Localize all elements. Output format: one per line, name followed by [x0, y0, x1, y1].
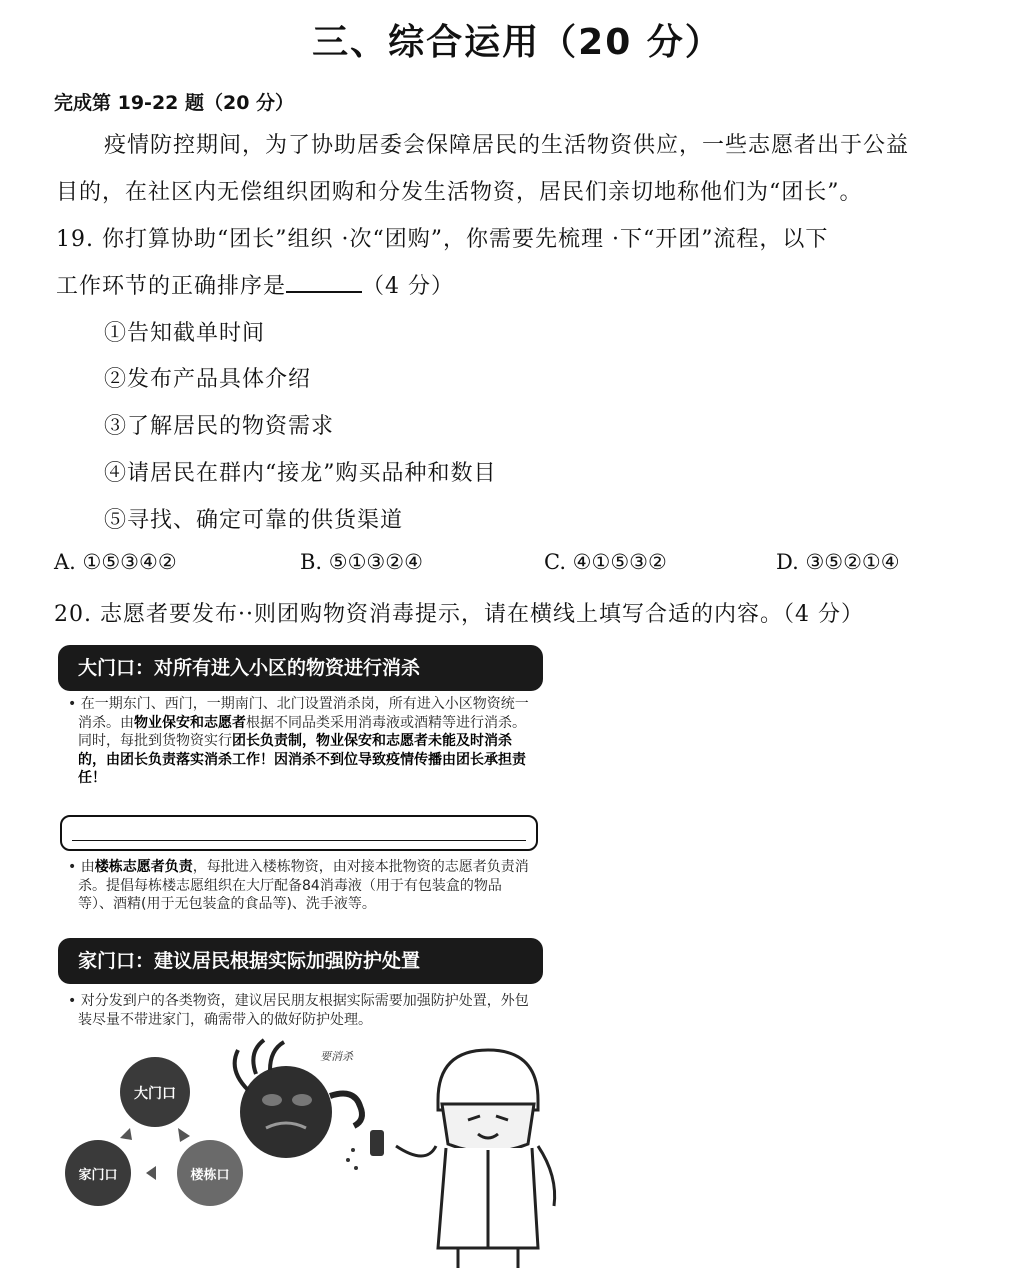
virus-caption: 要消杀: [320, 1050, 353, 1063]
fill-in-box[interactable]: [60, 815, 538, 851]
poster-bold: 物业保安和志愿者: [134, 714, 246, 731]
poster-para-1: [62, 695, 532, 788]
poster-bold: 团长负责制: [232, 733, 302, 749]
subheading: 完成第 19-22 题（20 分）: [54, 92, 295, 114]
step-item: ③了解居民的物资需求: [104, 414, 335, 439]
poster-illustration: [58, 1030, 578, 1270]
poster-text: ，每批进入楼栋物资，由对接本批物资的志愿者负责消杀。提倡每栋楼志愿组织在大厅配备84消毒液（用于有包装盒的物品等）、酒精(用于无包装盒的食品等)、洗手液等。: [78, 859, 529, 912]
poster-text-1: [62, 695, 532, 788]
cycle-label-gate: 大门口: [134, 1086, 176, 1102]
poster-para-3: [62, 992, 532, 1029]
cycle-arrow-icon: [178, 1128, 190, 1142]
protective-suit-worker-icon: [396, 1050, 555, 1268]
cycle-label-building: 楼栋口: [190, 1168, 230, 1183]
cycle-label-home: 家门口: [78, 1168, 118, 1183]
q20-text: 20. 志愿者要发布··则团购物资消毒提示，请在横线上填写合适的内容。（4 分）: [54, 602, 864, 627]
fill-in-line: [72, 840, 526, 841]
poster-text-3: • 对分发到户的各类物资，建议居民朋友根据实际需要加强防护处置，外包装尽量不带进家门，确需带入的做好防护处理。: [68, 993, 529, 1028]
step-item: ⑤寻找、确定可靠的供货渠道: [104, 508, 404, 533]
q19-line-1: 19. 你打算协助“团长”组织 ·次“团购”，你需要先梳理 ·下“开团”流程，以下: [56, 227, 829, 252]
cycle-arrow-icon: [146, 1166, 156, 1180]
poster-banner-gate: [58, 645, 543, 691]
option-c: C. ④①⑤③②: [544, 550, 667, 574]
poster-banner-home: [58, 938, 543, 984]
banner-home-title: 家门口：建议居民根据实际加强防护处置: [58, 938, 543, 984]
banner-gate-title: 大门口：对所有进入小区的物资进行消杀: [58, 645, 543, 691]
poster-text: • 由: [68, 859, 95, 875]
poster-para-2: [62, 858, 532, 914]
option-a: A. ①⑤③④②: [54, 550, 177, 574]
poster-bold: 楼栋志愿者负责: [94, 859, 193, 875]
option-b: B. ⑤①③②④: [300, 550, 423, 574]
step-item: ②发布产品具体介绍: [104, 367, 312, 392]
spray-bottle-icon: [346, 1130, 384, 1170]
poster-text-2: [62, 858, 532, 914]
answer-blank[interactable]: [286, 273, 362, 293]
virus-character-icon: [235, 1040, 362, 1158]
option-d: D. ③⑤②①④: [776, 550, 900, 574]
q19-line-2: [56, 269, 454, 300]
intro-line-1: 疫情防控期间，为了协助居委会保障居民的生活物资供应，一些志愿者出于公益: [104, 133, 910, 158]
step-item: ①告知截单时间: [104, 321, 266, 346]
cycle-arrow-icon: [120, 1128, 132, 1140]
section-title: 三、综合运用（20 分）: [312, 22, 723, 63]
poster-text: 根据不同品类采用消毒液或酒精等进行消杀。同时，每批到货物资实行: [78, 714, 526, 749]
poster-bold: ，物业保安和志愿者未能及时消杀的，由团长负责落实消杀工作！因消杀不到位导致疫情传播由团长承担责任！: [78, 733, 526, 786]
q19-score: （4 分）: [362, 274, 455, 299]
poster-text: • 在一期东门、西门，一期南门、北门设置消杀岗，所有进入小区物资统一消杀。由: [68, 696, 529, 731]
intro-line-2: 目的，在社区内无偿组织团购和分发生活物资，居民们亲切地称他们为“团长”。: [56, 180, 863, 205]
cycle-diagram: [65, 1057, 243, 1206]
step-item: ④请居民在群内“接龙”购买品种和数目: [104, 461, 497, 486]
q19-prompt: 工作环节的正确排序是: [56, 274, 287, 299]
